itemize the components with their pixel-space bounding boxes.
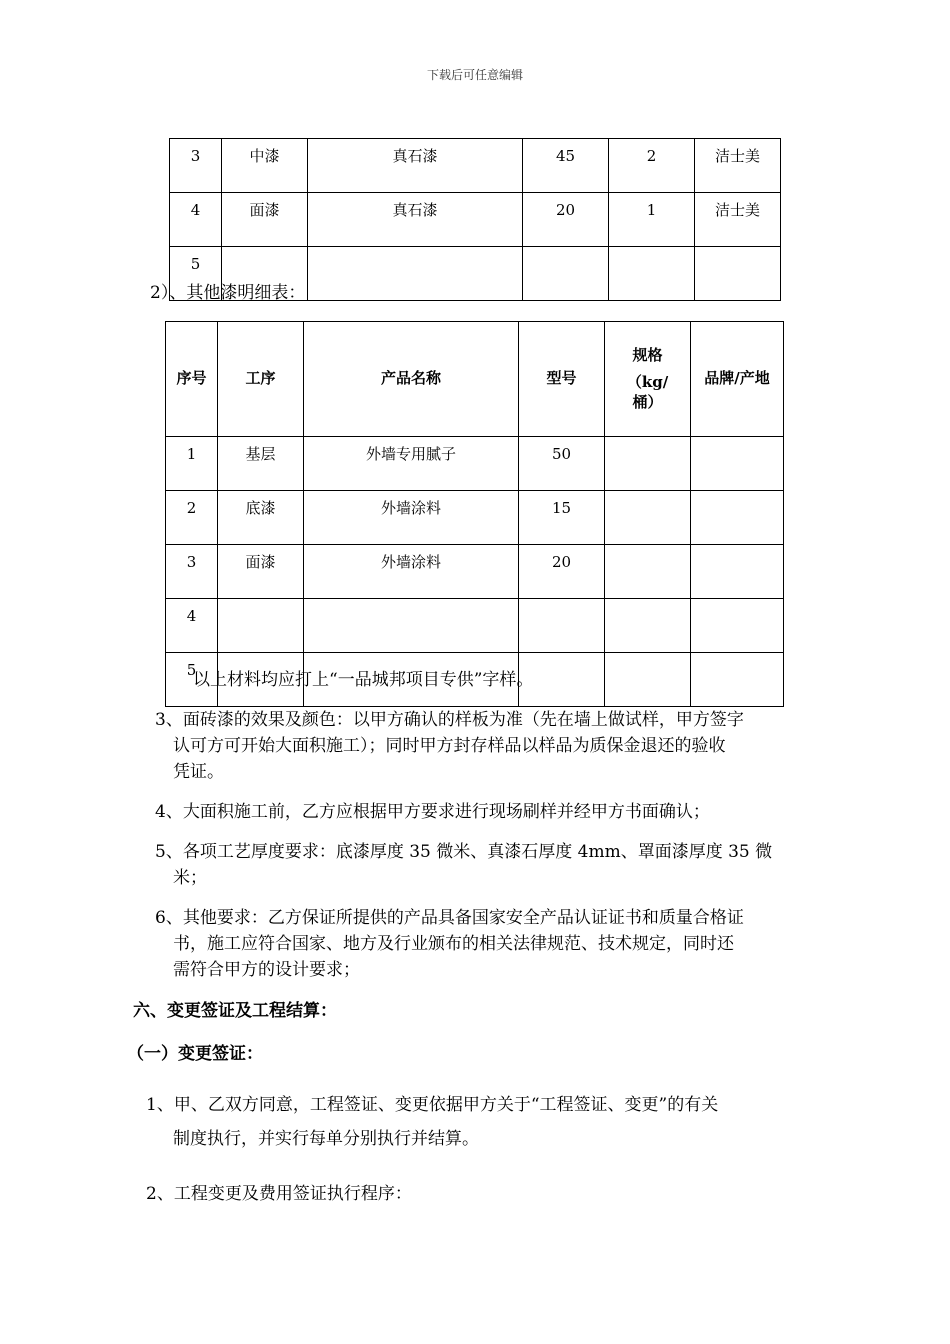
other-paint-table (165, 321, 784, 707)
table-header-row (166, 322, 784, 437)
item4: 4、大面积施工前，乙方应根据甲方要求进行现场刷样并经甲方书面确认； (155, 802, 710, 822)
header-process: 工序 (218, 322, 304, 437)
table-row (166, 545, 784, 599)
table-cell: 外墙涂料 (304, 545, 519, 599)
table-cell (308, 247, 523, 301)
header-brand: 品牌/产地 (691, 322, 784, 437)
item6-line2: 书，施工应符合国家、地方及行业颁布的相关法律规范、技术规定，同时还 (173, 934, 734, 954)
header-seq: 序号 (166, 322, 218, 437)
table-cell (605, 491, 691, 545)
section6-title: 六、变更签证及工程结算： (133, 1001, 337, 1021)
table-cell (304, 599, 519, 653)
table-cell: 5 (170, 247, 222, 301)
table-cell: 1 (166, 437, 218, 491)
header-spec (605, 322, 691, 437)
table-cell (609, 247, 695, 301)
header-model: 型号 (519, 322, 605, 437)
table-cell: 1 (609, 193, 695, 247)
table-row (170, 139, 781, 193)
paint-table-continued (169, 138, 781, 301)
table-cell: 外墙涂料 (304, 491, 519, 545)
table-cell: 真石漆 (308, 193, 523, 247)
table-cell (605, 653, 691, 707)
table-cell: 2 (609, 139, 695, 193)
table-cell: 5 (166, 653, 218, 707)
table-cell: 45 (523, 139, 609, 193)
table-cell: 20 (523, 193, 609, 247)
header-spec-line3: 桶） (632, 392, 663, 411)
table-row (166, 491, 784, 545)
table-cell: 洁士美 (695, 193, 781, 247)
table-cell (691, 545, 784, 599)
table-cell: 3 (166, 545, 218, 599)
item5-line2: 米； (173, 868, 207, 888)
table-row (170, 193, 781, 247)
table-cell: 4 (170, 193, 222, 247)
table-cell (691, 599, 784, 653)
item3-line1: 3、面砖漆的效果及颜色：以甲方确认的样板为准（先在墙上做试样，甲方签字 (155, 710, 744, 730)
table-row (166, 599, 784, 653)
table-cell (691, 653, 784, 707)
table-cell (218, 599, 304, 653)
section-other-paint-title: 2）、其他漆明细表： (150, 283, 306, 303)
table-cell: 20 (519, 545, 605, 599)
table-cell: 中漆 (222, 139, 308, 193)
table-cell: 3 (170, 139, 222, 193)
table-cell: 面漆 (218, 545, 304, 599)
section6-sub1-title: （一）变更签证： (127, 1044, 263, 1064)
table-cell (691, 491, 784, 545)
table-cell (695, 247, 781, 301)
table-cell (691, 437, 784, 491)
materials-note: 以上材料均应打上“一品城邦项目专供”字样。 (193, 670, 534, 690)
table-cell (523, 247, 609, 301)
table-row (166, 437, 784, 491)
table-cell: 基层 (218, 437, 304, 491)
section6-item1-line1: 1、甲、乙双方同意，工程签证、变更依据甲方关于“工程签证、变更”的有关 (146, 1095, 719, 1115)
item6-line1: 6、其他要求：乙方保证所提供的产品具备国家安全产品认证证书和质量合格证 (155, 908, 744, 928)
table-cell: 50 (519, 437, 605, 491)
table-cell: 外墙专用腻子 (304, 437, 519, 491)
table-cell: 洁士美 (695, 139, 781, 193)
table-cell: 15 (519, 491, 605, 545)
table-cell: 4 (166, 599, 218, 653)
header-spec-line2: （kg/ (626, 373, 669, 392)
header-spec-line1: 规格 (632, 345, 663, 364)
item6-line3: 需符合甲方的设计要求； (173, 960, 360, 980)
page-header-note: 下载后可任意编辑 (426, 68, 523, 82)
table-cell (605, 599, 691, 653)
item3-line2: 认可方可开始大面积施工）；同时甲方封存样品以样品为质保金退还的验收 (173, 736, 726, 756)
item5-line1: 5、各项工艺厚度要求：底漆厚度 35 微米、真漆石厚度 4mm、罩面漆厚度 35 微 (155, 842, 773, 862)
table-cell (519, 599, 605, 653)
item3-line3: 凭证。 (173, 762, 224, 782)
table-cell: 真石漆 (308, 139, 523, 193)
section6-item1-line2: 制度执行，并实行每单分别执行并结算。 (173, 1129, 479, 1149)
table-cell: 底漆 (218, 491, 304, 545)
section6-item2: 2、工程变更及费用签证执行程序： (146, 1184, 412, 1204)
table-cell (605, 437, 691, 491)
table-cell: 2 (166, 491, 218, 545)
table-cell: 面漆 (222, 193, 308, 247)
header-product: 产品名称 (304, 322, 519, 437)
table-cell (605, 545, 691, 599)
